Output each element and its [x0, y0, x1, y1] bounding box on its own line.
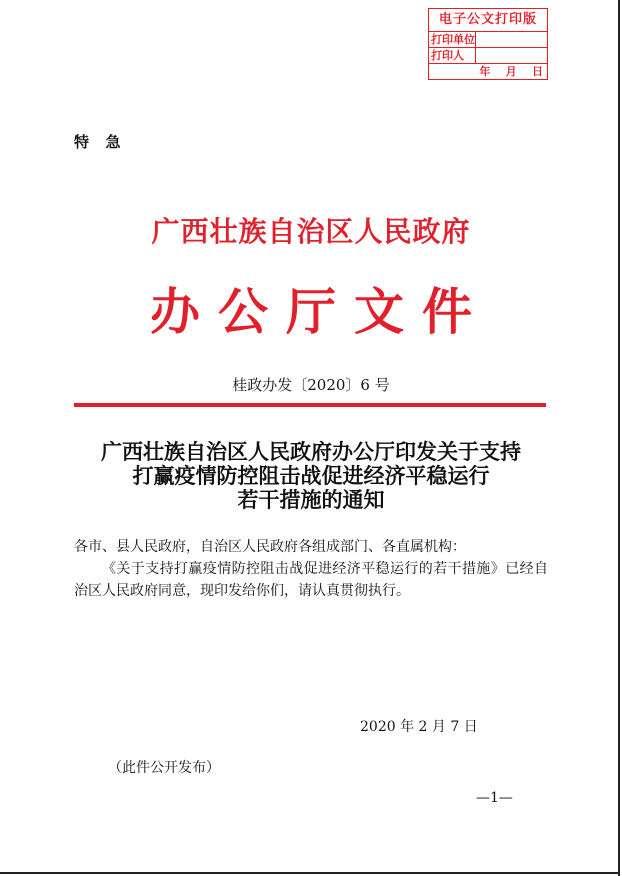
- stamp-row-print-unit: [429, 31, 547, 47]
- stamp-row-printer: [429, 47, 547, 63]
- document-title-line: 若干措施的通知: [237, 487, 385, 512]
- issuer-document-type: 办公厅文件: [150, 282, 490, 341]
- page-edge-bottom: [0, 872, 620, 874]
- stamp-title: 电子公文打印版: [438, 12, 537, 27]
- stamp-divider: [475, 31, 476, 63]
- public-release-note: （此件公开发布）: [108, 760, 220, 776]
- stamp-date-label: 年 月 日: [479, 65, 543, 78]
- document-title-line: 打赢疫情防控阻击战促进经济平稳运行: [132, 463, 490, 488]
- issuer-name: 广西壮族自治区人民政府: [151, 215, 471, 248]
- stamp-row-date: [429, 63, 547, 79]
- document-title-line: 广西壮族自治区人民政府办公厅印发关于支持: [101, 439, 521, 464]
- page-number: —1—: [476, 790, 513, 806]
- page-edge-right: [618, 0, 620, 876]
- urgency-level: 特 急: [74, 133, 123, 151]
- body-paragraph: 《关于支持打赢疫情防控阻击战促进经济平稳运行的若干措施》已经自治区人民政府同意，现印发给你们，请认真贯彻执行。: [74, 561, 548, 599]
- addressees: 各市、县人民政府，自治区人民政府各组成部门、各直属机构：: [74, 539, 466, 555]
- document-number: 桂政办发〔2020〕6 号: [232, 376, 390, 394]
- stamp-printer-label: 打印人: [431, 49, 464, 62]
- stamp-print-unit-label: 打印单位: [431, 33, 475, 46]
- signing-date: 2020 年 2 月 7 日: [360, 719, 478, 735]
- print-stamp: [428, 8, 548, 80]
- red-separator-line: [74, 403, 546, 407]
- document-body: [74, 536, 548, 602]
- document-title: [60, 440, 562, 512]
